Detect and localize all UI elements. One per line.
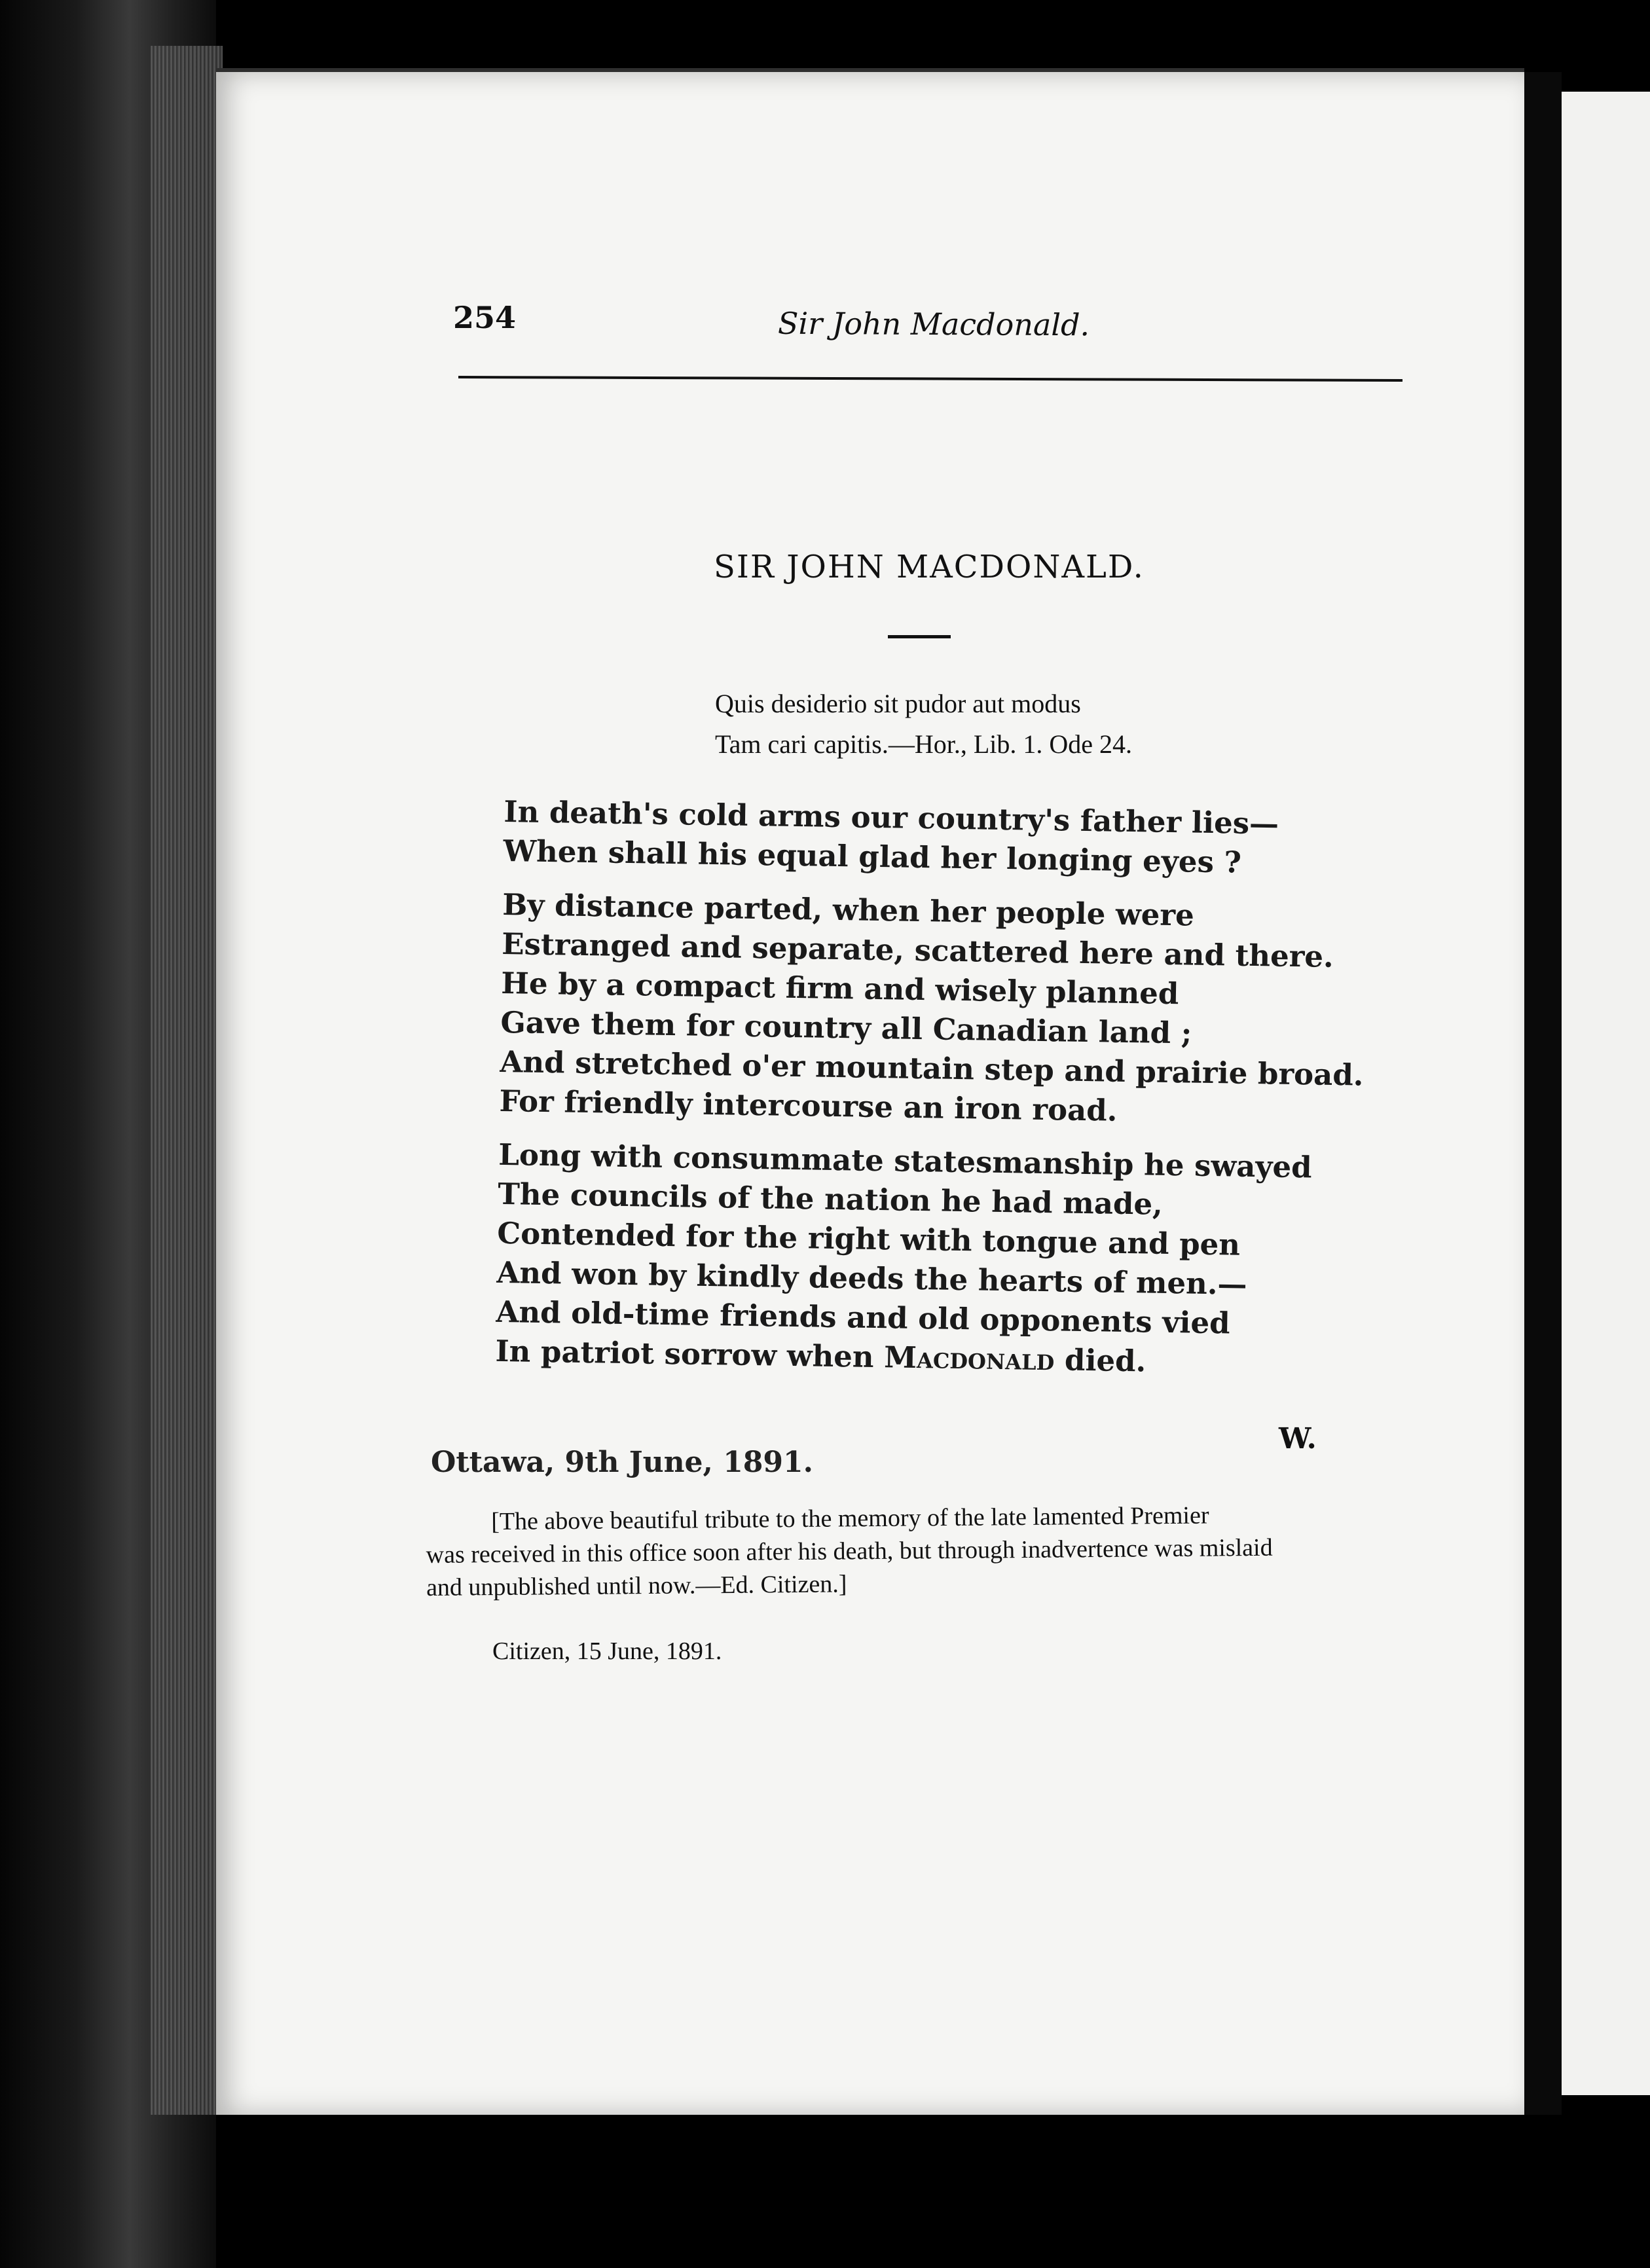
note-line: and unpublished until now.—Ed. Citizen.]	[426, 1570, 847, 1601]
stanza-3	[495, 1135, 1363, 1385]
poem-line: Contended for the right with tongue and pen	[497, 1215, 1241, 1262]
note-line: [The above beautiful tribute to the memory of the late lamented Premier	[491, 1501, 1209, 1536]
macdonald-name: Macdonald	[883, 1340, 1055, 1378]
running-head: Sir John Macdonald.	[777, 305, 1090, 343]
poem-line: Gave them for country all Canadian land ;	[500, 1004, 1192, 1051]
epigraph-line: Tam cari capitis.—Hor., Lib. 1. Ode 24.	[715, 729, 1133, 759]
stanza-1	[503, 792, 1368, 885]
poem-line: Long with consummate statesmanship he swayed	[498, 1137, 1313, 1185]
dateline: Ottawa, 9th June, 1891.	[431, 1446, 813, 1479]
poem-line: And old-time friends and old opponents vied	[496, 1294, 1231, 1341]
page-edges	[151, 46, 223, 2115]
poem-line: He by a compact firm and wisely planned	[501, 965, 1179, 1012]
last-line-prefix: In patriot sorrow when	[495, 1333, 885, 1375]
poem-line: Estranged and separate, scattered here and there.	[501, 926, 1334, 974]
poem-line: When shall his equal glad her longing eyes ?	[503, 833, 1242, 880]
poem-line: In death's cold arms our country's father lies—	[504, 794, 1279, 841]
stanza-2	[499, 885, 1366, 1135]
adjacent-page	[1562, 92, 1650, 2095]
editor-note	[426, 1497, 1395, 1604]
page-gutter	[1524, 72, 1562, 2115]
poem-title: SIR JOHN MACDONALD.	[714, 549, 1145, 585]
title-rule	[888, 635, 951, 638]
poem-line: For friendly intercourse an iron road.	[499, 1083, 1118, 1128]
poem-line: The councils of the nation he had made,	[497, 1176, 1164, 1222]
note-line: was received in this office soon after his death, but through inadvertence was mislaid	[426, 1533, 1273, 1569]
epigraph	[715, 684, 1132, 765]
citation: Citizen, 15 June, 1891.	[492, 1637, 722, 1665]
page-number: 254	[453, 300, 517, 335]
poem-line: And stretched o'er mountain step and prairie broad.	[500, 1044, 1364, 1093]
poem-body	[495, 792, 1368, 1399]
signature: W.	[1279, 1422, 1317, 1455]
last-line-suffix: died.	[1054, 1342, 1146, 1379]
poem-line: And won by kindly deeds the hearts of men.—	[496, 1254, 1247, 1302]
epigraph-line: Quis desiderio sit pudor aut modus	[715, 689, 1081, 718]
poem-line: By distance parted, when her people were	[502, 887, 1195, 933]
